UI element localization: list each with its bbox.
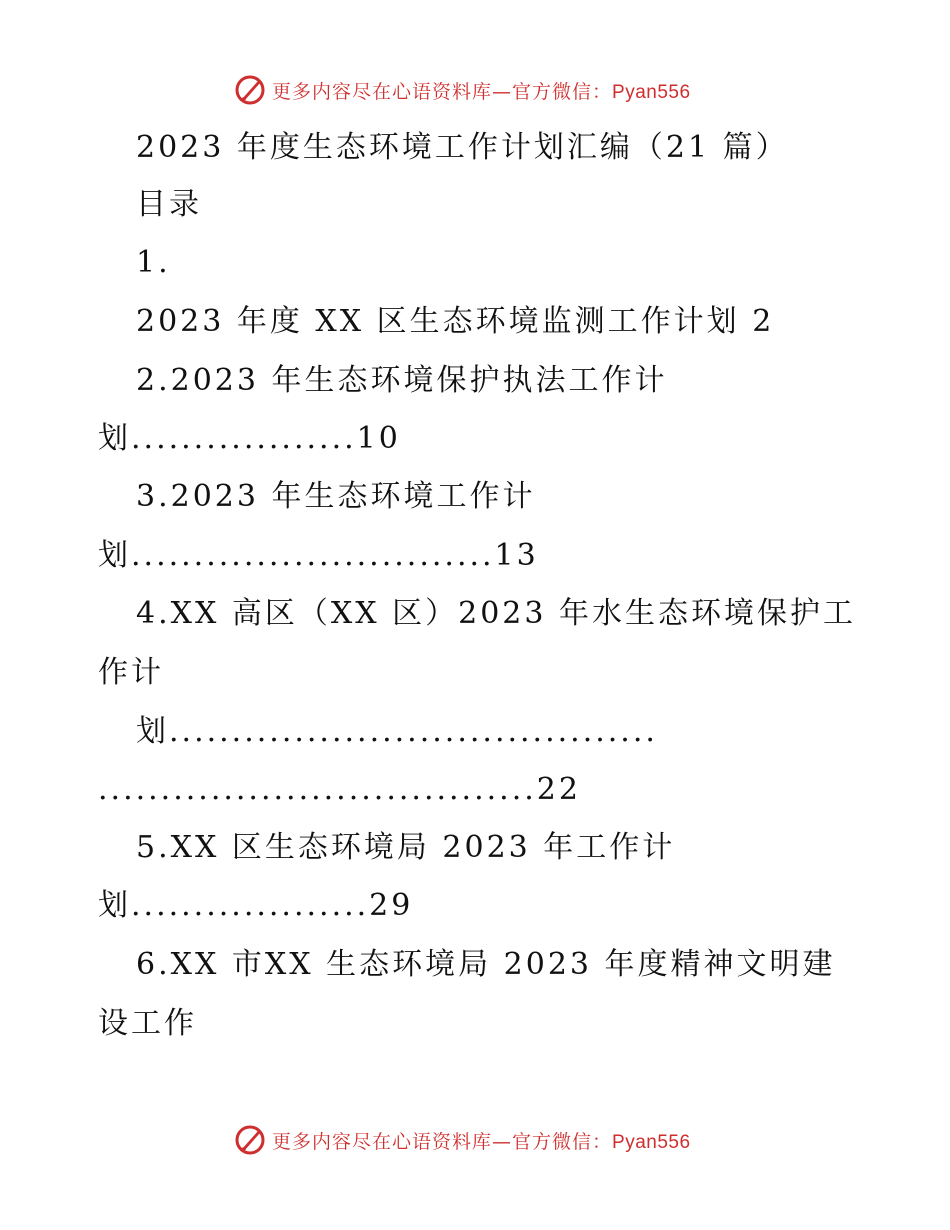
wechat-id: Pyan556 <box>612 81 691 103</box>
toc-line: 4.XX 高区（XX 区）2023 年水生态环境保护工 <box>136 596 857 631</box>
toc-line: ...................................22 <box>98 772 581 807</box>
wechat-id: Pyan556 <box>612 1131 691 1153</box>
quill-pen-icon <box>234 1124 266 1156</box>
toc-line: 划..................10 <box>98 421 401 456</box>
toc-line: 5.XX 区生态环境局 2023 年工作计 <box>136 830 676 865</box>
toc-line: 划...................29 <box>98 888 414 923</box>
toc-line: 6.XX 市XX 生态环境局 2023 年度精神文明建 <box>136 947 836 982</box>
toc-line: 划....................................... <box>136 714 658 749</box>
banner-text: 更多内容尽在心语资料库—官方微信： <box>272 1130 613 1153</box>
toc-line: 作计 <box>98 655 164 690</box>
quill-pen-icon <box>234 74 266 106</box>
document-title: 2023 年度生态环境工作计划汇编（21 篇） <box>136 130 789 165</box>
toc-heading: 目录 <box>136 187 202 222</box>
toc-line: 2023 年度 XX 区生态环境监测工作计划 2 <box>136 304 775 339</box>
footer-banner <box>234 1122 691 1158</box>
toc-line: 1. <box>136 245 171 280</box>
toc-line: 设工作 <box>98 1006 197 1041</box>
banner-text: 更多内容尽在心语资料库—官方微信： <box>272 80 613 103</box>
header-banner <box>234 72 691 108</box>
toc-line: 2.2023 年生态环境保护执法工作计 <box>136 363 668 398</box>
toc-line: 划.............................13 <box>98 538 539 573</box>
toc-line: 3.2023 年生态环境工作计 <box>136 479 536 514</box>
